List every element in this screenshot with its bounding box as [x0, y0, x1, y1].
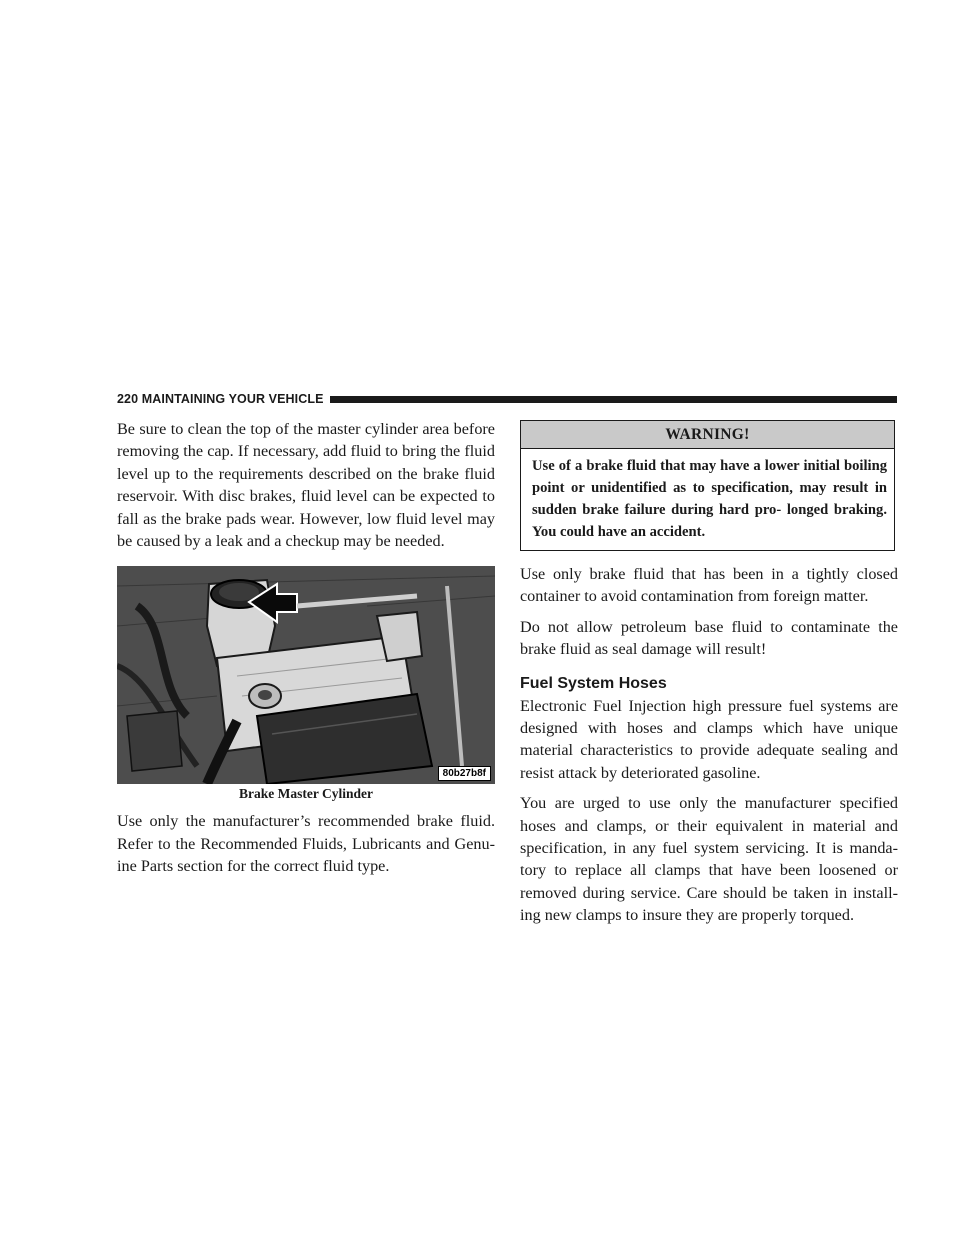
warning-box [520, 420, 895, 551]
left-column [117, 418, 495, 878]
paragraph-specified-hoses: You are urged to use only the manufacturer specified hoses and clamps, or their equivalent in material and specification, in any fuel system servicing. It is manda- tory to replace all clamps that have been loosened or removed during service. Care should be taken in install- ing new clamps to insure they are properly torqued. [520, 794, 898, 925]
warning-title: WARNING! [521, 421, 894, 449]
paragraph-petroleum-fluid: Do not allow petroleum base fluid to contaminate the brake fluid as seal damage will result! [520, 617, 898, 659]
page-header [117, 391, 897, 407]
brake-master-cylinder-figure [117, 566, 495, 784]
figure-caption: Brake Master Cylinder [239, 786, 373, 802]
right-column [520, 420, 898, 927]
paragraph-clean-master-cylinder: Be sure to clean the top of the master cylinder area before removing the cap. If necessary, add fluid to bring the fluid level up to the requirements described on the brake fluid reservoir. With disc brakes, fluid level can be expected to fall as the brake pads wear. However, low fluid level may be caused by a leak and a checkup may be needed. [117, 420, 495, 551]
section-heading-fuel-system-hoses: Fuel System Hoses [520, 674, 667, 692]
paragraph-recommended-fluid: Use only the manufacturer’s recommended brake fluid. Refer to the Recommended Fluids, Lubricants and Genu- ine Parts section for the correct fluid type. [117, 812, 495, 876]
figure-code-label: 80b27b8f [438, 766, 491, 781]
warning-text: Use of a brake fluid that may have a lower initial boiling point or unidentified as to specification, may result in sudden brake failure during hard pro- longed braking. You could have an accident. [532, 458, 887, 540]
paragraph-closed-container: Use only brake fluid that has been in a tightly closed container to avoid contamination from foreign matter. [520, 565, 898, 606]
engine-bay-illustration [117, 566, 495, 784]
page-number-label: 220 MAINTAINING YOUR VEHICLE [117, 392, 324, 406]
header-rule [330, 396, 897, 403]
paragraph-fuel-injection: Electronic Fuel Injection high pressure fuel systems are designed with hoses and clamps which have unique material characteristics to provide adequate sealing and resist attack by deteriorated gasoline. [520, 696, 898, 782]
